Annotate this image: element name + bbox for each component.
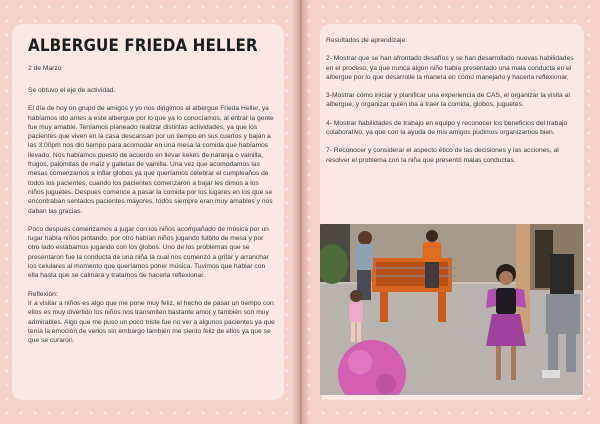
book-spine [292,0,310,424]
learning-outcome-7: 7- Reconocer y considerar el aspecto ético de las decisiones y las acciones, al resolver el problema con la niña que presentó malas conductas. [326,147,559,164]
paragraph: Se obtuvo el eje de actividad. [28,87,116,94]
paragraph: Poco después comenzamos a jugar con los niños acompañado de música por un lugar había niños pintando, por otro habían niños jugando fulbito de mesa y por otro lado estábamos jugando con los globos. Uno de los problemas que se presentaron fue la conducta de una niña la cual nos comenzó a gritar y arranchar los celulares al momento que queríamos poner música. Tuvimos que hablar con ella hasta que se calmara y tratamos de hacerla reflexionar. [28,225,269,280]
learning-outcome-4: 4- Mostrar habilidades de trabajo en equipo y reconocer los beneficios del trabajo colaborativo, ya que con la ayuda de mis amigos pudimos organizarnos bien. [326,119,568,137]
left-body-text [28,86,276,354]
learning-outcome-3: 3-Mostrar cómo iniciar y planificar una experiencia de CAS, el organizar la visita al albergue, y organizar quién iba a traer la comida, globos, juguetes. [326,92,570,109]
learning-outcomes-heading: Resultados de aprendizaje: [326,37,408,44]
page-title: ALBERGUE FRIEDA HELLER [28,36,258,55]
paragraph: El día de hoy un grupo de amigos y yo nos dirigimos al albergue Frieda Heller, ya habíamos ido antes a este albergue por lo que ya lo conocíamos, al entrar la gente fue muy amable. Teníamos planeado realizar distintas actividades, ya que los pacientes que viven en la casa descansan por un tiempo en sus cuartos y bajan a las 3:00pm nos dio tiempo para acomodar en una mesa la comida que habíamos llevado. Nos habíamos puesto de acuerdo en llevar kekes de naranja o vainilla, frugos, palomitas de maíz y galletas de vainilla. Una vez que acomodamos las mesas comenzamos a inflar globos ya que queríamos celebrar el cumpleaños de todos los pacientes, cuando los pacientes comenzaron a bajar les dimos a los niños juguetes. Despues comence a pasar la comida por los lugares en los que se encontraban sentados pacientes mayores, todos siempre eran muy amables y nos daban las gracias. [28,105,274,215]
right-body-text [326,36,578,174]
activity-photo [320,224,583,395]
entry-date: 2 de Marzo [28,65,62,72]
reflection-paragraph: Reflexión: Ir a visitar a niños es algo que me pone muy feliz, el hecho de pasar un tiempo con ellos es muy divertido los niños nos transmiten bastante amor y también son muy admirables. Algo que me puso un poco triste fue no ver a algunos pacientes ya que tenía la emoción de verlos sin embargo también me siento feliz de ellos ya que se que se curaron. [28,290,275,345]
learning-outcome-2: 2- Mostrar que se han afrontado desafíos y se han desarrollado nuevas habilidades en el proceso, ya que nunca algún niño había presentado una mala conducta en el albergue por lo que desarrolle la manera en cómo manejarlo y hacerla reflexionar. [326,55,574,81]
